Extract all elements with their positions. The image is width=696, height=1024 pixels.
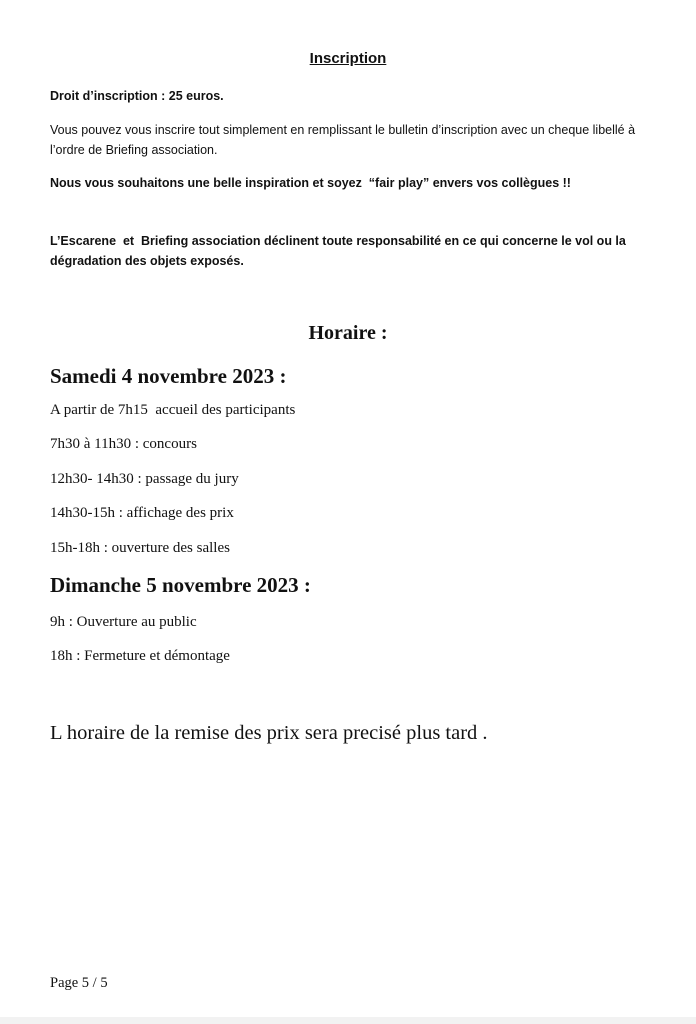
day-heading-sunday: Dimanche 5 novembre 2023 : [50, 573, 311, 597]
prize-ceremony-note: L horaire de la remise des prix sera precisé plus tard . [50, 722, 488, 744]
schedule-item: 18h : Fermeture et démontage [50, 648, 230, 664]
registration-instructions: Vous pouvez vous inscrire tout simplement en remplissant le bulletin d’inscription avec un cheque libellé à l’ordre de Briefing association. [50, 123, 636, 157]
schedule-item: 7h30 à 11h30 : concours [50, 436, 197, 452]
schedule-item: 14h30-15h : affichage des prix [50, 505, 234, 521]
liability-disclaimer: L’Escarene et Briefing association déclinent toute responsabilité en ce qui concerne le vol ou la dégradation des objets exposés. [50, 234, 630, 268]
inscription-title: Inscription [309, 50, 387, 67]
schedule-item: 9h : Ouverture au public [50, 614, 197, 630]
schedule-item: 12h30- 14h30 : passage du jury [50, 471, 239, 487]
fair-play-message: Nous vous souhaitons une belle inspiration et soyez “fair play” envers vos collègues !! [50, 176, 571, 190]
registration-fee: Droit d’inscription : 25 euros. [50, 89, 224, 103]
schedule-item: A partir de 7h15 accueil des participants [50, 402, 296, 418]
schedule-item: 15h-18h : ouverture des salles [50, 540, 230, 556]
page-number: Page 5 / 5 [50, 975, 108, 991]
day-heading-saturday: Samedi 4 novembre 2023 : [50, 364, 287, 388]
page-bottom-edge [0, 1017, 696, 1024]
schedule-title: Horaire : [308, 322, 388, 344]
